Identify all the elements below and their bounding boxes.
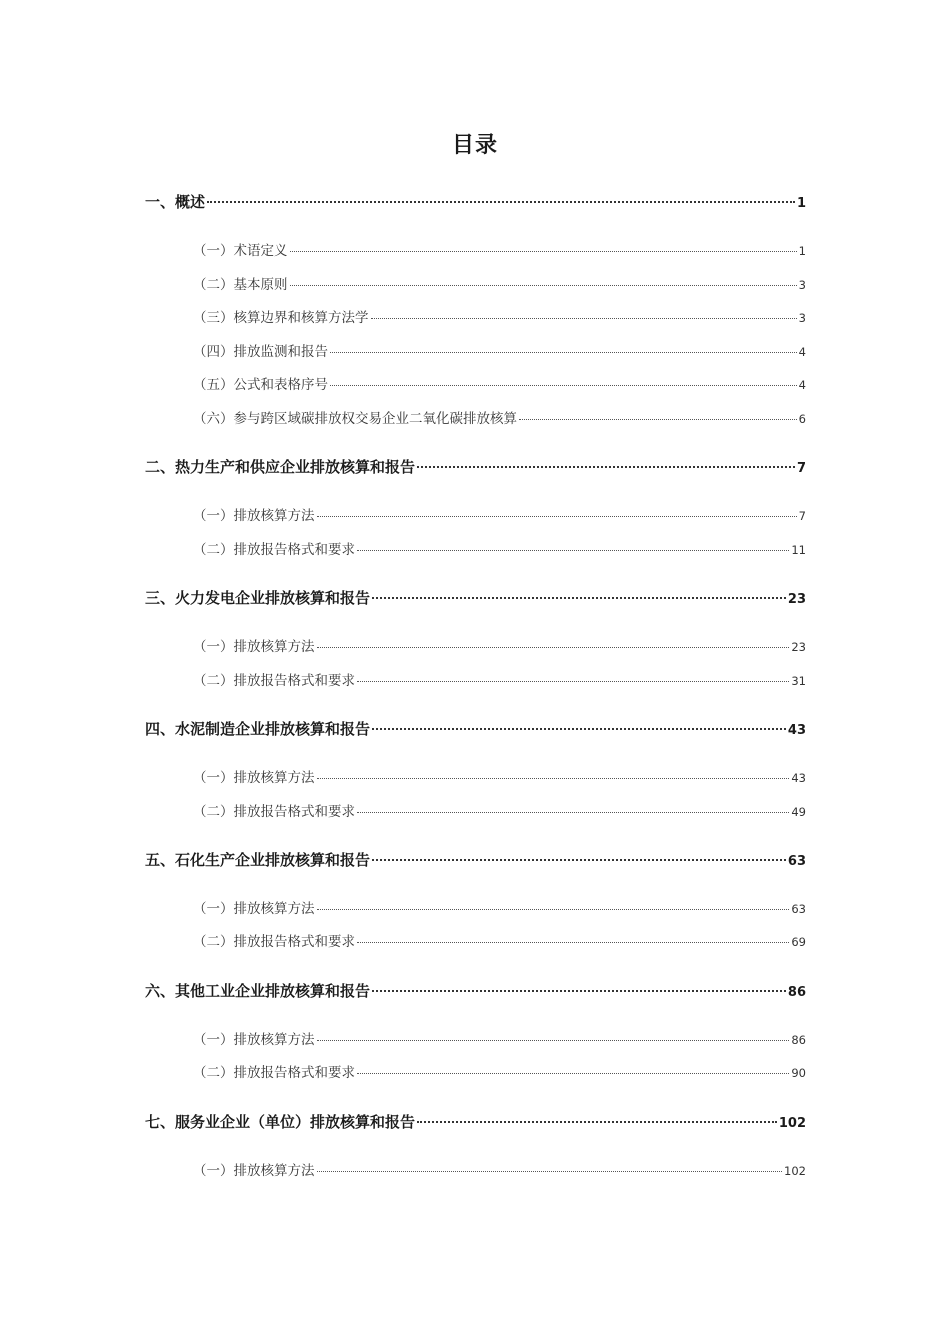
toc-subsection[interactable] [193,1028,806,1048]
toc-subsection-page-number: 1 [798,244,806,258]
toc-subsection-label: （二）排放报告格式和要求 [193,934,355,950]
dot-leader [207,201,795,203]
toc-subsection-page-number: 86 [791,1033,806,1047]
toc-subsection-label: （一）排放核算方法 [193,1032,315,1048]
toc-section[interactable] [145,456,806,477]
dot-leader [417,1121,777,1123]
toc-subsection-label: （二）基本原则 [193,277,288,293]
toc-subsection[interactable] [193,538,806,558]
toc-subsection-page-number: 23 [791,640,806,654]
toc-subsection[interactable] [193,800,806,820]
toc-subsection-page-number: 11 [791,543,806,557]
toc-section[interactable] [145,1111,806,1132]
toc-subsection-label: （二）排放报告格式和要求 [193,1065,355,1081]
dot-leader [357,942,789,943]
toc-subsection-label: （一）排放核算方法 [193,770,315,786]
toc-section[interactable] [145,718,806,739]
toc-subsection-label: （二）排放报告格式和要求 [193,673,355,689]
toc-subsection-page-number: 31 [791,674,806,688]
toc-section-label: 二、热力生产和供应企业排放核算和报告 [145,458,416,476]
toc-subsection-page-number: 43 [791,771,806,785]
dot-leader [357,812,789,813]
toc-subsection[interactable] [193,930,806,950]
toc-section-label: 七、服务业企业（单位）排放核算和报告 [145,1113,416,1131]
dot-leader [372,859,786,861]
toc-section-label: 三、火力发电企业排放核算和报告 [145,589,371,607]
toc-section-label: 一、概述 [145,193,206,211]
toc-subsection-label: （六）参与跨区域碳排放权交易企业二氧化碳排放核算 [193,411,517,427]
toc-subsection-page-number: 90 [791,1066,806,1080]
toc-subsection[interactable] [193,306,806,326]
toc-subsection-label: （三）核算边界和核算方法学 [193,310,369,326]
dot-leader [317,1040,790,1041]
dot-leader [330,352,797,353]
dot-leader [371,318,797,319]
toc-section-page-number: 1 [796,196,806,211]
dot-leader [519,419,797,420]
toc-subsection[interactable] [193,373,806,393]
dot-leader [317,909,790,910]
toc-subsection[interactable] [193,669,806,689]
toc-section-label: 四、水泥制造企业排放核算和报告 [145,720,371,738]
toc-subsection-page-number: 4 [798,345,806,359]
dot-leader [317,516,797,517]
toc-subsection[interactable] [193,1159,806,1179]
toc-section-label: 六、其他工业企业排放核算和报告 [145,982,371,1000]
toc-section-label: 五、石化生产企业排放核算和报告 [145,851,371,869]
toc-subsection-label: （五）公式和表格序号 [193,377,328,393]
toc-subsection-label: （一）排放核算方法 [193,1163,315,1179]
toc-subsection[interactable] [193,340,806,360]
toc-section-page-number: 7 [796,461,806,476]
dot-leader [357,681,789,682]
toc-subsection-label: （一）排放核算方法 [193,639,315,655]
toc-subsection-label: （四）排放监测和报告 [193,344,328,360]
toc-subsection[interactable] [193,239,806,259]
toc-section-page-number: 23 [787,592,806,607]
toc-subsection-page-number: 7 [798,509,806,523]
dot-leader [372,728,786,730]
toc-subsection[interactable] [193,897,806,917]
toc-subsection-label: （二）排放报告格式和要求 [193,542,355,558]
dot-leader [417,466,795,468]
toc-subsection-page-number: 3 [798,311,806,325]
toc-section[interactable] [145,980,806,1001]
toc-section[interactable] [145,849,806,870]
toc-subsection-page-number: 4 [798,378,806,392]
toc-subsection-page-number: 3 [798,278,806,292]
dot-leader [357,1073,789,1074]
toc-subsection-page-number: 63 [791,902,806,916]
toc-subsection-label: （二）排放报告格式和要求 [193,804,355,820]
toc-subsection-page-number: 102 [784,1164,806,1178]
toc-subsection-label: （一）排放核算方法 [193,901,315,917]
page-title: 目录 [451,133,498,158]
dot-leader [317,647,790,648]
dot-leader [317,1171,783,1172]
toc-subsection[interactable] [193,766,806,786]
toc-section-page-number: 86 [787,985,806,1000]
dot-leader [372,990,786,992]
toc-subsection-page-number: 6 [798,412,806,426]
toc-subsection[interactable] [193,407,806,427]
toc-subsection[interactable] [193,635,806,655]
dot-leader [357,550,789,551]
dot-leader [317,778,790,779]
dot-leader [290,285,797,286]
toc-section-page-number: 63 [787,854,806,869]
toc-subsection-label: （一）排放核算方法 [193,508,315,524]
toc-section-page-number: 102 [778,1116,806,1131]
toc-subsection[interactable] [193,273,806,293]
toc-subsection[interactable] [193,1061,806,1081]
dot-leader [330,385,797,386]
toc-subsection-page-number: 49 [791,805,806,819]
toc-section-page-number: 43 [787,723,806,738]
dot-leader [372,597,786,599]
dot-leader [290,251,797,252]
toc-subsection[interactable] [193,504,806,524]
toc-subsection-page-number: 69 [791,935,806,949]
toc-section[interactable] [145,191,806,212]
toc-section[interactable] [145,587,806,608]
toc-subsection-label: （一）术语定义 [193,243,288,259]
